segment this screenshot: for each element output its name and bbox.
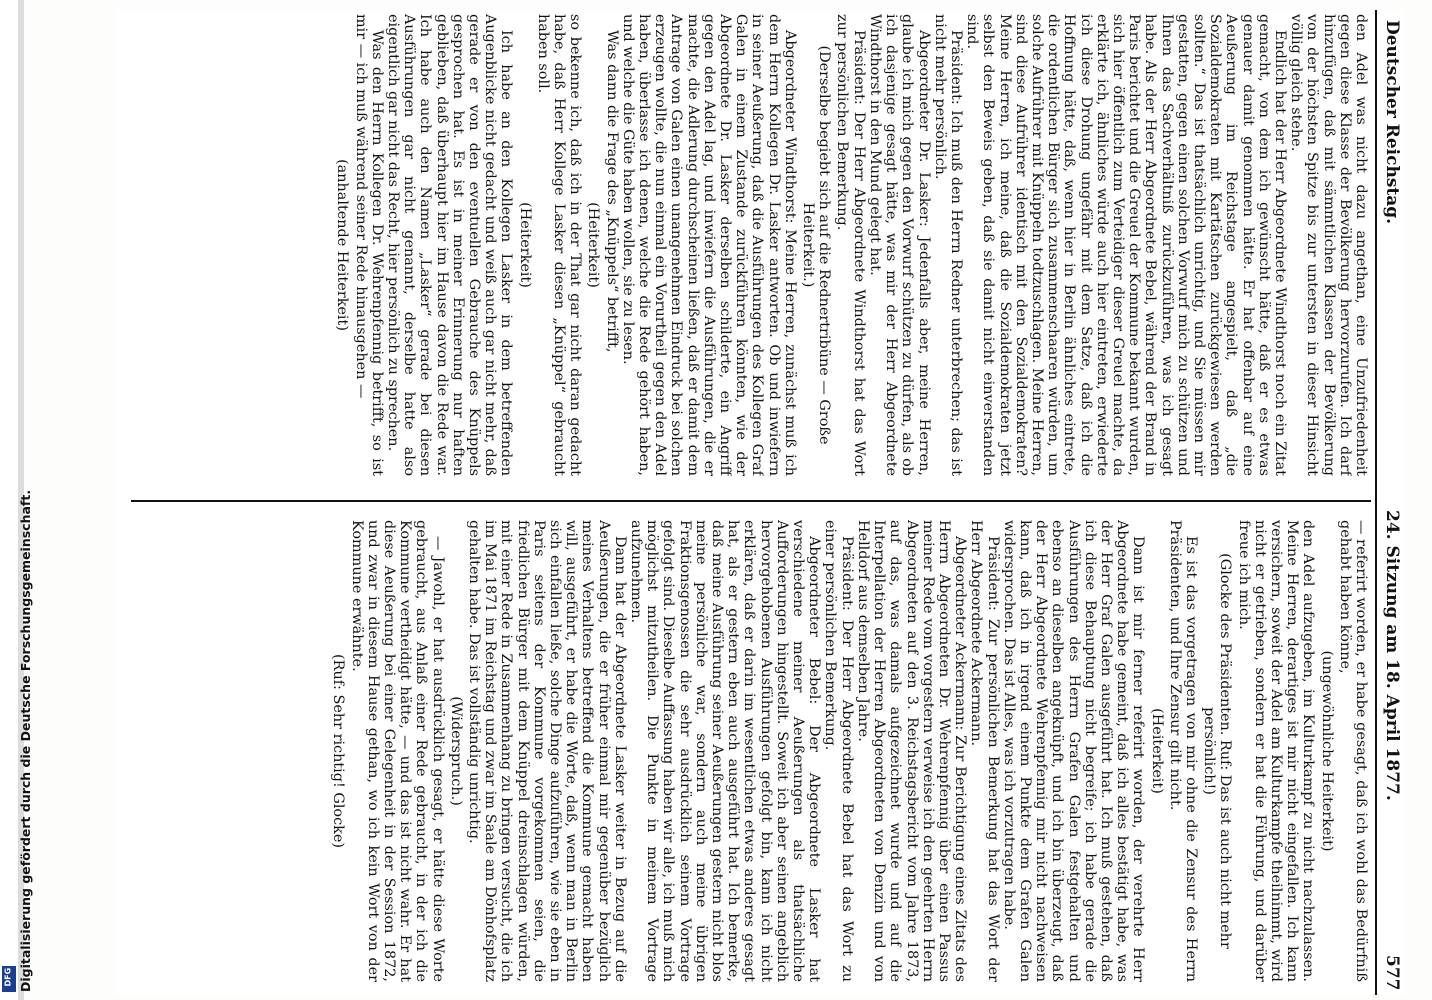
paragraph: Präsident: Zur persönlichen Bemerkung hat das Wort der Herr Abgeordnete Ackermann.	[968, 520, 1001, 982]
stage-direction: (Ruf: Sehr richtig! Glocke)	[330, 654, 347, 848]
stage-direction: (ungewöhnliche Heiterkeit)	[1318, 650, 1335, 852]
paragraph: Präsident: Ich muß den Herrn Redner unterbrechen; das ist nicht mehr persönlich.	[931, 14, 964, 476]
header-left: Deutscher Reichstag.	[1382, 20, 1402, 225]
right-column	[129, 520, 1369, 982]
paragraph: den Adel was nicht dazu angethan, eine Unzufriedenheit gegen diese Klasse der Bevölkerung hervorzurufen. Ich darf hinzufügen, daß mit sämmtlichen Klassen der Bevölkerung von der höchsten Spitze bis zur untersten in dieser Hinsicht völlig gleich stehe.	[1288, 14, 1369, 476]
document-page	[115, 10, 1405, 995]
paragraph: Abgeordneter Bebel: Der Abgeordnete Lasker hat verschiedene meiner Aeußerungen als thatsächliche Aufforderungen hingestellt. Soweit ich aber seinen angeblich hervorgehobenen Ausführungen gefolgt bin, kann ich nicht erklären, daß er darin im wesentlichen etwas anderes gesagt hat, als er gestern eben auch ausgeführt hat. Ich bemerke, daß meine Ausführung seiner Aeußerungen gestern nicht blos meine persönliche war, sondern auch meine übrigen Fraktionsgenossen die sehr ausdrücklich seinem Vortrage gefolgt sind. Dieselbe Auffassung haben wir alle, ich muß mich möglichst mitzutheilen. Die Punkte in meinem Vortrage aufzunehmen.	[628, 520, 823, 982]
paragraph: den Adel aufzugeben, im Kulturkampf zu nicht nachzulassen. Meine Herren, derartiges ist mir nicht eingefallen. Ich kann versichern, soweit der Adel am Kulturkampfe theilnimmt, wird nicht er getrieben, sondern er hat die Führung, und darüber freue ich mich.	[1235, 520, 1317, 982]
paragraph: Abgeordneter Windthorst: Meine Herren, zunächst muß ich dem Herrn Kollegen Dr. Lasker antworten. Ob und inwiefern in seiner Aeußerung, daß die Ausführungen des Kollegen Graf Galen in einem Zustande zurückführen könnten, wie der Abgeordnete Dr. Lasker derselben schilderte, ein Angriff gegen den Adel lag, und inwiefern die Ausführungen, die er machte, die Adlerung durchscheinen ließen, daß er damit dem Antrage von Galen einen unangenehmen Eindruck bei solchen erzeugen wollte, die nun einmal ein Vorurtheil gegen den Adel haben, überlasse ich denen, welche die Rede gehört haben, und welche die Güte haben wollen, sie zu lesen.	[619, 14, 798, 476]
paragraph: Ich habe an den Kollegen Lasker in dem betreffenden Augenblicke nicht gedacht und weiß auch gar nicht mehr, daß gerade er von den eventuellen Gebrauche des Knüppels gesprochen hat. Es ist in meiner Erinnerung nur haften geblieben, daß überhaupt hier im Hause davon die Rede war. Ich habe auch den Namen „Lasker“ gerade bei diesen Ausführungen gar nicht genannt, derselbe hatte also eigentlich gar nicht das Recht, hier persönlich zu sprechen.	[385, 14, 515, 476]
stage-direction: (Widerspruch.)	[447, 696, 464, 806]
stage-direction: (Heiterkeit)	[585, 202, 602, 288]
paragraph: Dann hat der Abgeordnete Lasker weiter in Bezug auf die Aeußerungen, die er früher einmal mir gegenüber bezüglich meines Verhaltens betreffend die Kommune gemacht haben will, ausgeführt, er habe die Worte, daß, wenn man in Berlin sich einfallen ließe, solche Dinge aufzuführen, wie sie eben in Paris seitens der Kommune vorgekommen seien, die friedlichen Bürger mit dem Knüppel dreinschlagen würden, mit einer Rede in Zusammenhang zu bringen versucht, die ich im Mai 1871 im Reichstag und zwar im Saale am Dönhofsplatz gehalten habe. Das ist vollständig unrichtig.	[466, 520, 628, 982]
paragraph: so bekenne ich, daß ich in der That gar nicht daran gedacht habe, daß Herr Kollege Lasker diesen „Knüppel“ gebraucht haben soll.	[534, 14, 584, 476]
stage-direction: (Heiterkeit)	[1148, 708, 1165, 794]
paragraph: — Jawohl, er hat ausdrücklich gesagt, er hätte diese Worte gebraucht, aus Anlaß einer Rede gebraucht, in der ich die Kommune vertheidigt hätte, — und das ist nicht wahr. Er hat diese Aeußerung bei einer Gelegenheit in der Session 1872, und zwar in diesem Hause gethan, wo ich kein Wort von der Kommune erwähnte.	[348, 520, 446, 982]
paragraph: — referirt worden, er habe gesagt, daß ich wohl das Bedürfniß gehabt haben könne,	[1336, 520, 1369, 982]
paragraph: Was dann die Frage des „Knüppels“ betrifft,	[603, 30, 620, 353]
digitization-note: Digitalisierung gefördert durch die Deutsche Forschungsgemeinschaft.	[18, 489, 33, 992]
paragraph: Abgeordneter Dr. Lasker: Jedenfalls aber, meine Herren, glaube ich mich gegen den Vorwurf schützen zu dürfen, als ob ich dasjenige gesagt hätte, was mir der Herr Abgeordnete Windthorst in den Mund gelegt hat.	[866, 14, 932, 476]
page-number: 577	[1382, 955, 1402, 991]
stage-direction: (Heiterkeit)	[516, 202, 533, 288]
header-session: 24. Sitzung am 18. April 1877.	[1382, 510, 1402, 801]
dfg-logo: DFG	[2, 966, 16, 992]
paragraph: Abgeordneter Ackermann: Zur Berichtigung eines Zitats des Herrn Abgeordneten Dr. Wehrenpfennig über einen Passus meiner Rede vom vorgestern verweise ich den geehrten Herrn Abgeordneten auf den 3. Reichstagsbericht vom Jahre 1873, auf das, was damals aufgezeichnet wurde und auf die Interpellation der Herren Abgeordneten von Denzin und von Helldorf aus demselben Jahre.	[854, 520, 969, 982]
stage-direction: (Glocke des Präsidenten. Ruf: Das ist auch nicht mehr persönlich!)	[1201, 553, 1234, 949]
stage-direction: (Derselbe begiebt sich auf die Rednertribüne — Große Heiterkeit.)	[800, 45, 833, 445]
stage-direction: (anhaltende Heiterkeit)	[334, 159, 351, 331]
page-header	[1375, 10, 1405, 995]
paragraph: Es ist das vorgetragen von mir ohne die Zensur des Herrn Präsidenten, und Ihre Zensur gilt nicht.	[1166, 520, 1199, 982]
paragraph: Präsident: Der Herr Abgeordnete Bebel hat das Wort zu einer persönlichen Bemerkung.	[822, 520, 855, 982]
paragraph: Präsident: Der Herr Abgeordnete Windthorst hat das Wort zur persönlichen Bemerkung.	[834, 14, 867, 476]
left-column	[129, 14, 1369, 476]
paragraph: Endlich hat der Herr Abgeordnete Windthorst noch ein Zitat gemacht, von dem ich gewünscht hätte, daß er es etwas genauer damit genommen hätte. Er hat offenbar auf eine Aeußerung im Reichstage angespielt, daß „die Sozialdemokraten mit Kartätschen zurückgewiesen werden sollten.“ Das ist thatsächlich unrichtig, und Sie müssen mir gestatten, gegen einen solchen Vorwurf mich zu schützen und Ihnen das Sachverhältniß zurückzuführen, was ich gesagt habe. Als der Herr Abgeordnete Bebel, während der Brand in Paris berichtet und die Greuel der Kommune bekannt wurden, sich hier öffentlich zum Verteidiger dieser Greuel machte, da erklärte ich, ähnliches würde auch hier eintreten, erwiederte ich diese Drohung ungefähr mit dem Satze, daß ich die Hoffnung hätte, daß, wenn hier in Berlin ähnliches eintrete, die ordentlichen Bürger sich zusammenschaaren würden, um solche Aufrührer mit Knüppeln todtzuschlagen. Meine Herren, sind diese Aufrührer identisch mit den Sozialdemokraten? Meine Herren, ich meine, daß die Sozialdemokraten jetzt selbst den Beweis geben, daß sie damit nicht einverstanden sind.	[964, 14, 1288, 476]
column-divider	[131, 500, 1371, 502]
digitization-strip	[0, 0, 18, 1000]
paragraph: Dann ist mir ferner referirt worden, der verehrte Herr Abgeordnete habe gemeint, daß ich alles bestätigt habe, was der Herr Graf Galen ausgeführt hat. Ich muß gestehen, daß ich diese Behauptung nicht begreife; ich habe gerade die Ausführungen des Herrn Grafen Galen festgehalten und ebenso an dieselben angeknüpft, und ich bin überzeugt, daß der Herr Abgeordnete Wehrenpfennig mir nicht nachweisen kann, daß ich in irgend einem Punkte dem Grafen Galen widersprochen. Das ist Alles, was ich vorzutragen habe.	[1000, 520, 1147, 982]
paragraph: Was den Herrn Kollegen Dr. Wehrenpfennig betrifft, so ist mir — ich muß während seiner Rede hinausgehen —	[352, 14, 385, 476]
